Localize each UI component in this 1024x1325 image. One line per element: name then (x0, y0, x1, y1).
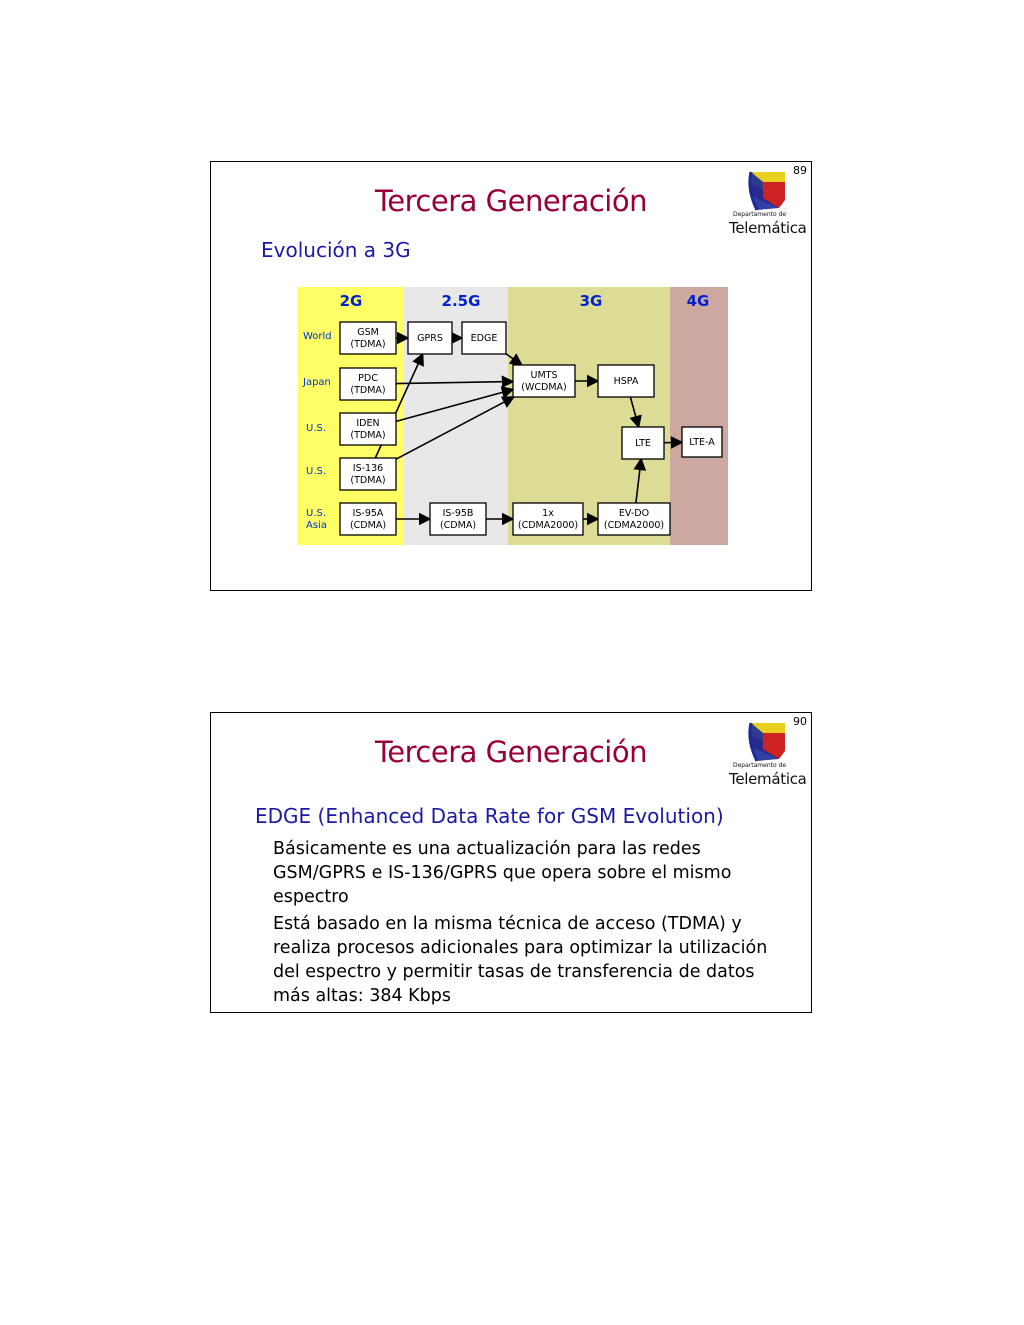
logo-name: Telemática (729, 219, 807, 237)
node-label: (WCDMA) (521, 382, 567, 393)
gen-label-2g: 2G (339, 292, 363, 310)
evolution-diagram (298, 287, 730, 547)
node-evdo (598, 503, 670, 535)
band-4g (670, 287, 728, 545)
node-label: (CDMA) (439, 520, 477, 531)
node-label: EDGE (470, 333, 498, 344)
node-label: LTE (635, 438, 651, 449)
page-number: 90 (793, 715, 807, 728)
node-label: (TDMA) (350, 430, 386, 441)
page-number: 89 (793, 164, 807, 177)
node-label: IDEN (356, 418, 380, 429)
slide-subtitle: Evolución a 3G (261, 238, 411, 262)
node-label: IS-95B (442, 508, 474, 519)
region-label: Japan (303, 377, 331, 388)
slide-title: Tercera Generación (375, 735, 647, 769)
node-iden (340, 413, 396, 445)
slide-body (273, 837, 773, 1011)
node-label: (CDMA) (349, 520, 387, 531)
region-label: U.S. (306, 466, 327, 477)
node-label: EV-DO (618, 508, 650, 519)
node-label: IS-95A (352, 508, 384, 519)
node-label: (CDMA2000) (603, 520, 665, 531)
region-label: Asia (306, 520, 327, 531)
node-label: (TDMA) (350, 475, 386, 486)
node-gprs (408, 322, 452, 354)
body-paragraph: Básicamente es una actualización para las redes GSM/GPRS e IS-136/GPRS que opera sobre el mismo espectro (273, 839, 732, 907)
logo-dept: Departamento de (733, 211, 787, 218)
slide-89 (210, 161, 812, 591)
telematica-logo (729, 721, 807, 791)
node-edge (462, 322, 506, 354)
slide-title: Tercera Generación (375, 184, 647, 218)
node-is95a (340, 503, 396, 535)
region-label: U.S. (306, 508, 327, 519)
node-pdc (340, 368, 396, 400)
gen-label-4g: 4G (686, 292, 710, 310)
node-is95b (430, 503, 486, 535)
node-label: PDC (358, 373, 378, 384)
node-hspa (598, 365, 654, 397)
node-is136 (340, 458, 396, 490)
edge-heading: EDGE (Enhanced Data Rate for GSM Evolution) (255, 804, 724, 828)
node-gsm (340, 322, 396, 354)
node-label: HSPA (613, 376, 639, 387)
slide-90 (210, 712, 812, 1013)
node-label: GSM (357, 327, 379, 338)
gen-label-2-5g: 2.5G (441, 292, 481, 310)
node-label: UMTS (530, 370, 558, 381)
region-label: U.S. (306, 423, 327, 434)
telematica-logo-icon (729, 170, 807, 214)
node-lte (622, 427, 664, 459)
node-umts (513, 365, 575, 397)
node-label: (CDMA2000) (517, 520, 579, 531)
logo-name: Telemática (729, 770, 807, 788)
telematica-logo-icon (729, 721, 807, 765)
gen-label-3g: 3G (579, 292, 603, 310)
logo-dept: Departamento de (733, 762, 787, 769)
body-paragraph: Está basado en la misma técnica de acceso (TDMA) y realiza procesos adicionales para optimizar la utilización del espectro y permitir tasas de transferencia de datos más altas: 384 Kbps (273, 914, 768, 1006)
node-label: IS-136 (352, 463, 384, 474)
node-label: GPRS (417, 333, 443, 344)
node-label: (TDMA) (350, 339, 386, 350)
region-label: World (303, 331, 332, 342)
node-label: (TDMA) (350, 385, 386, 396)
node-label: LTE-A (689, 437, 715, 448)
node-ltea (682, 427, 722, 457)
telematica-logo (729, 170, 807, 240)
node-label: 1x (542, 508, 554, 519)
node-1x (513, 503, 583, 535)
